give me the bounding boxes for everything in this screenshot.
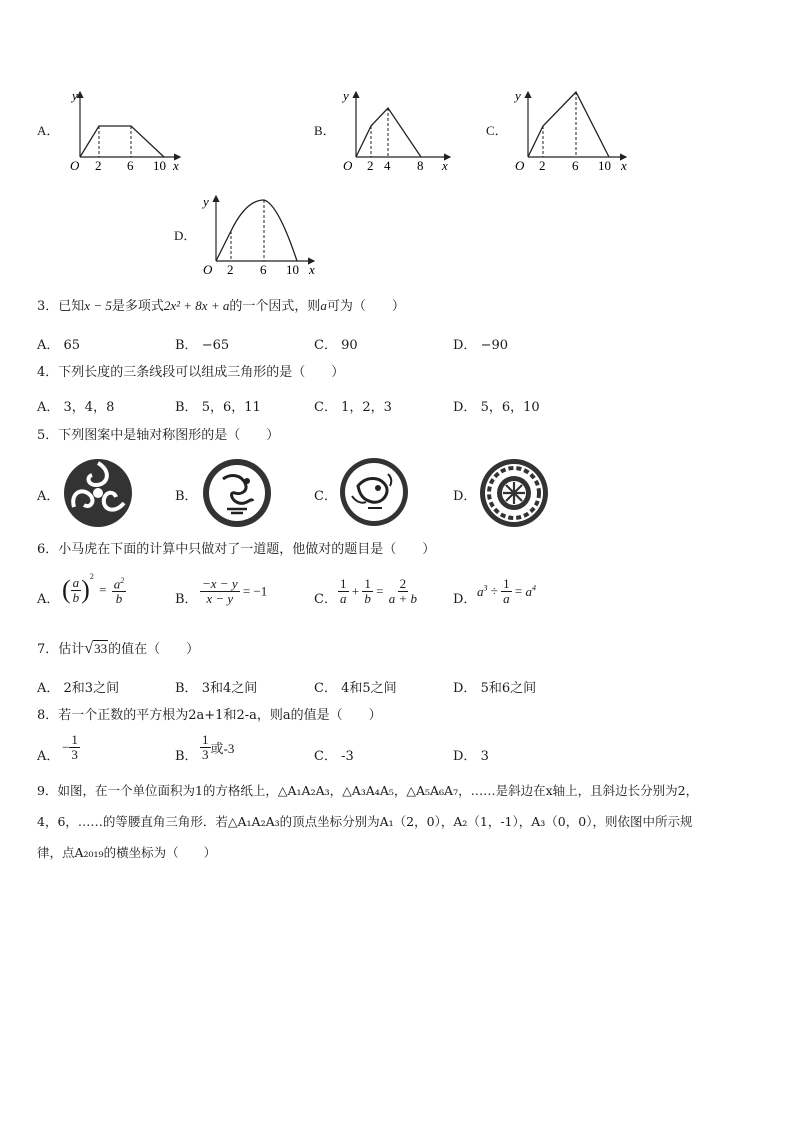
x-axis-label: x: [309, 262, 315, 277]
q4-option-b[interactable]: B． 5，6，11: [175, 400, 261, 415]
tick-label: 6: [572, 158, 579, 173]
tiger-pattern-emblem: [201, 457, 273, 529]
q6-option-a-key[interactable]: A．: [37, 592, 60, 607]
tick-label: 2: [539, 158, 546, 173]
x-axis-label: x: [442, 158, 448, 173]
question-8: 8．若一个正数的平方根为2a+1和2-a，则a的值是（ ）: [37, 708, 382, 723]
x-axis-label: x: [621, 158, 627, 173]
origin-label: O: [203, 262, 213, 277]
origin-label: O: [343, 158, 353, 173]
origin-label: O: [70, 158, 80, 173]
q5-option-d[interactable]: D．: [453, 489, 477, 504]
question-4: 4．下列长度的三条线段可以组成三角形的是（ ）: [37, 365, 345, 380]
tick-label: 10: [286, 262, 299, 277]
q4-option-d[interactable]: D． 5，6，10: [453, 400, 540, 415]
q7-option-a[interactable]: A． 2和3之间: [37, 681, 120, 696]
q3-polynomial: 2x² + 8x + a: [163, 298, 230, 313]
option-c-label: C．: [486, 123, 508, 138]
tick-label: 2: [95, 158, 102, 173]
graph-d: [198, 190, 323, 280]
cloud-pattern-emblem: [62, 457, 134, 529]
question-9-line-1: 9．如图，在一个单位面积为1的方格纸上，△A₁A₂A₃，△A₃A₄A₅，△A₅A₆A₇，……是斜边在x轴上，且斜边长分别为2，: [37, 783, 699, 798]
option-a-label: A．: [37, 123, 60, 138]
q3-option-d[interactable]: D． −90: [453, 338, 509, 353]
radicand: 33: [94, 641, 108, 656]
q6-option-d-key[interactable]: D．: [453, 592, 477, 607]
tick-label: 4: [384, 158, 391, 173]
q3-variable: a: [320, 298, 327, 313]
y-axis-label: y: [203, 194, 209, 209]
q6-option-b-key[interactable]: B．: [175, 592, 198, 607]
q3-factor: x − 5: [84, 298, 112, 313]
q5-option-c[interactable]: C．: [314, 489, 337, 504]
question-9-line-2: 4，6，……的等腰直角三角形．若△A₁A₂A₃的顶点坐标分别为A₁（2，0），A₂（1，-1），A₃（0，0），则依图中所示规: [37, 814, 693, 829]
question-number: 3．: [37, 299, 59, 314]
q3-text: 已知: [58, 299, 85, 314]
q6-option-c-formula: $\frac{1}{a}$ + $\frac{1}{b}$ = $\frac{2}{a + b}$: [340, 576, 417, 606]
tick-label: 2: [227, 262, 234, 277]
q3-option-c[interactable]: C． 90: [314, 338, 358, 353]
q8-option-a-value: − $\frac{1}{3}$: [62, 732, 78, 762]
sqrt-symbol: √: [84, 640, 94, 657]
q8-option-b-value: $\frac{1}{3}$ 或-3: [202, 732, 235, 762]
tick-label: 10: [598, 158, 611, 173]
tick-label: 6: [127, 158, 134, 173]
q8-option-b-key[interactable]: B．: [175, 749, 198, 764]
tick-label: 6: [260, 262, 267, 277]
key-pattern-emblem: [478, 457, 550, 529]
q5-option-b[interactable]: B．: [175, 489, 198, 504]
q5-option-a[interactable]: A．: [37, 489, 60, 504]
q4-option-a[interactable]: A． 3，4，8: [37, 400, 115, 415]
q4-option-c[interactable]: C． 1，2，3: [314, 400, 392, 415]
graph-a: [62, 86, 187, 176]
q6-option-d-formula: $a^3$ ÷ $\frac{1}{a}$ = $a^4$: [477, 576, 536, 606]
option-b-label: B．: [314, 123, 336, 138]
q3-text: 可为（ ）: [326, 299, 405, 314]
graph-c: [510, 86, 635, 176]
option-d-label: D．: [174, 228, 197, 243]
y-axis-label: y: [515, 88, 521, 103]
tick-label: 2: [367, 158, 374, 173]
q6-option-a-formula: ( $\frac{a}{b}$ )$^2$ = $\frac{a^2}{b}$: [62, 572, 125, 607]
x-axis-label: x: [173, 158, 179, 173]
beast-pattern-emblem: [338, 456, 410, 528]
question-3: [37, 298, 405, 315]
q7-option-c[interactable]: C． 4和5之间: [314, 681, 397, 696]
question-6: 6．小马虎在下面的计算中只做对了一道题，他做对的题目是（ ）: [37, 542, 436, 557]
question-9-line-3: 律，点A₂₀₁₉的横坐标为（ ）: [37, 845, 217, 860]
q3-option-b[interactable]: B． −65: [175, 338, 230, 353]
tick-label: 10: [153, 158, 166, 173]
question-7: 7．估计√33的值在（ ）: [37, 640, 200, 657]
y-axis-label: y: [72, 88, 78, 103]
tick-label: 8: [417, 158, 424, 173]
graph-b: [338, 86, 463, 176]
q8-option-a-key[interactable]: A．: [37, 749, 60, 764]
q3-option-a[interactable]: A． 65: [37, 338, 81, 353]
q3-text: 是多项式: [111, 299, 164, 314]
y-axis-label: y: [343, 88, 349, 103]
q8-option-d[interactable]: D． 3: [453, 749, 489, 764]
question-5: 5．下列图案中是轴对称图形的是（ ）: [37, 428, 280, 443]
q6-option-c-key[interactable]: C．: [314, 592, 337, 607]
q7-option-b[interactable]: B． 3和4之间: [175, 681, 258, 696]
q6-option-b-formula: $\frac{-x - y}{x - y}$ = −1: [202, 576, 268, 606]
q8-option-c[interactable]: C． -3: [314, 749, 354, 764]
q3-text: 的一个因式，则: [229, 299, 321, 314]
q7-option-d[interactable]: D． 5和6之间: [453, 681, 537, 696]
origin-label: O: [515, 158, 525, 173]
